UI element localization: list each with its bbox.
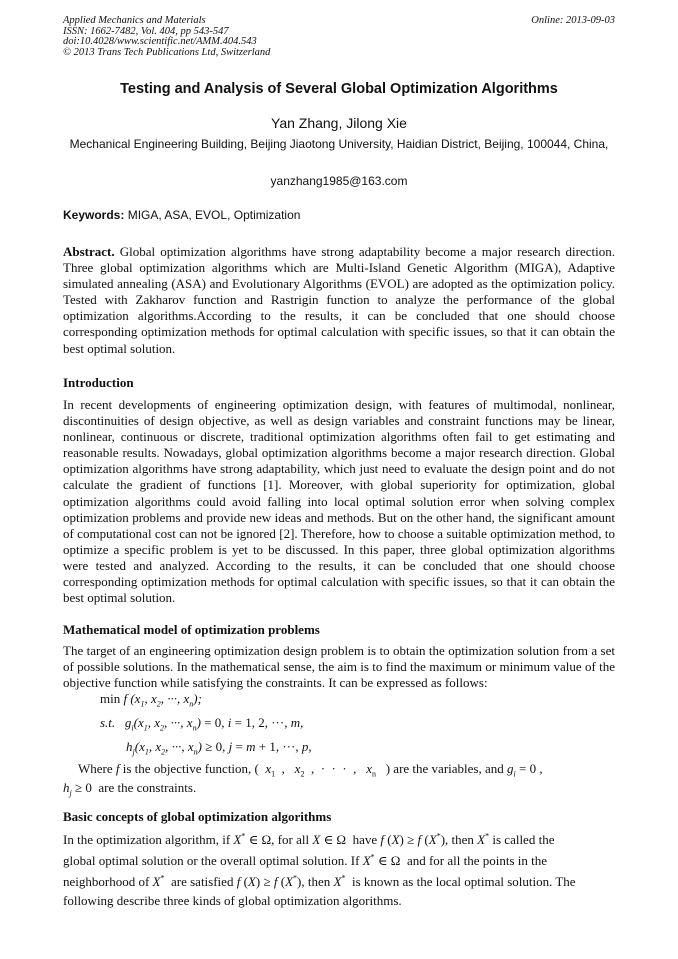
author-email: yanzhang1985@163.com [270, 174, 408, 188]
inequality-constraint: $h_j(x_1$, $x_2$, ···, $x_n) \ge 0$, j = m + 1, ···, p, [126, 739, 312, 757]
concepts-line-2: global optimal solution or the overall optimal solution. If X* ∈ Ω and for all the points in the [63, 852, 548, 868]
abstract-text: Global optimization algorithms have strong adaptability become a major research direction. Three global optimization algorithms which are Multi-Island Genetic Algorithm (MIGA), Adaptive simulated annealing (ASA) and Evolutionary Algorithms (EVOL) are adopted as the optimization policy. Tested with Zakharov function and Rastrigin function to analyze the performance of the global optimization algorithms.According to the results, it can be concluded that one should choose corresponding optimization methods for optimal calculation with specific issues, so that it can obtain the best optimal solution. [63, 244, 615, 356]
journal-header [63, 16, 615, 58]
online-date: Online: 2013-09-03 [531, 15, 615, 26]
concepts-line-4: following describe three kinds of global optimization algorithms. [63, 893, 402, 908]
basic-concepts-heading: Basic concepts of global optimization algorithms [63, 809, 332, 824]
keywords [63, 208, 615, 222]
concepts-line-3: neighborhood of X* are satisfied f (X) ≥ f (X*), then X* is known as the local optimal solution. The [63, 873, 576, 889]
authors: Yan Zhang, Jilong Xie [271, 115, 407, 131]
objective-equation: min f ($x_1$, $x_2$, ···, $x_n$); [100, 691, 202, 709]
copyright-line: © 2013 Trans Tech Publications Ltd, Switzerland [63, 46, 271, 58]
keywords-label: Keywords: [63, 208, 125, 222]
concepts-line-1: In the optimization algorithm, if X* ∈ Ω, for all X ∈ Ω have f (X) ≥ f (X*), then X* is called the [63, 831, 555, 847]
paper-title: Testing and Analysis of Several Global Optimization Algorithms [120, 81, 558, 97]
abstract [63, 244, 615, 357]
math-model-text: The target of an engineering optimization design problem is to obtain the optimization solution from a set of possible solutions. In the mathematical sense, the aim is to find the maximum or minimum value of the objective function while satisfying the constraints. It can be expressed as follows: [63, 643, 615, 691]
where-line: Where f is the objective function, ( $x_1$ , $x_2$ , · · · , $x_n$ ) are the variables, and $g_i = 0$ , [78, 761, 543, 779]
introduction-heading: Introduction [63, 375, 134, 390]
equality-constraint: s.t. $g_i(x_1$, $x_2$, ···, $x_n) = 0$, i = 1, 2, ···, m, [100, 715, 304, 733]
introduction-text: In recent developments of engineering optimization design, with features of multimodal, nonlinear, discontinuities of design objective, as well as design variables and constraint functions may be linear, nonlinear, continuous or discrete, traditional optimization algorithms often fail to get estimating and reasonable results. Nowadays, global optimization algorithms become a major research direction. Global optimization algorithms have strong adaptability, which just need to evaluate the design point and do not calculate the gradient of functions [1]. Moreover, with global superiority for optimization, global optimization algorithms could avoid falling into local optimal solution error when solving complex optimization problems and provide new ideas and methods. But on the other hand, the significant amount of computational cost can not be ignored [2]. Therefore, how to choose a suitable optimization method, to optimize a specific problem is yet to be discussed. In this paper, three global optimization algorithms were tested and analyzed. According to the results, it can be concluded that one should choose corresponding optimization methods for optimal calculation with specific issues, so that it can obtain the best optimal solution. [63, 397, 615, 606]
doi-line: doi:10.4028/www.scientific.net/AMM.404.543 [63, 36, 257, 47]
issn-line: ISSN: 1662-7482, Vol. 404, pp 543-547 [63, 25, 229, 37]
abstract-label: Abstract. [63, 244, 115, 259]
keywords-text: MIGA, ASA, EVOL, Optimization [124, 208, 301, 222]
affiliation: Mechanical Engineering Building, Beijing Jiaotong University, Haidian District, Beijing, 100044, China, [69, 137, 609, 151]
journal-name: Applied Mechanics and Materials [63, 15, 206, 26]
where-line-2: $h_j \ge 0$ are the constraints. [63, 780, 197, 798]
math-model-heading: Mathematical model of optimization problems [63, 622, 320, 637]
